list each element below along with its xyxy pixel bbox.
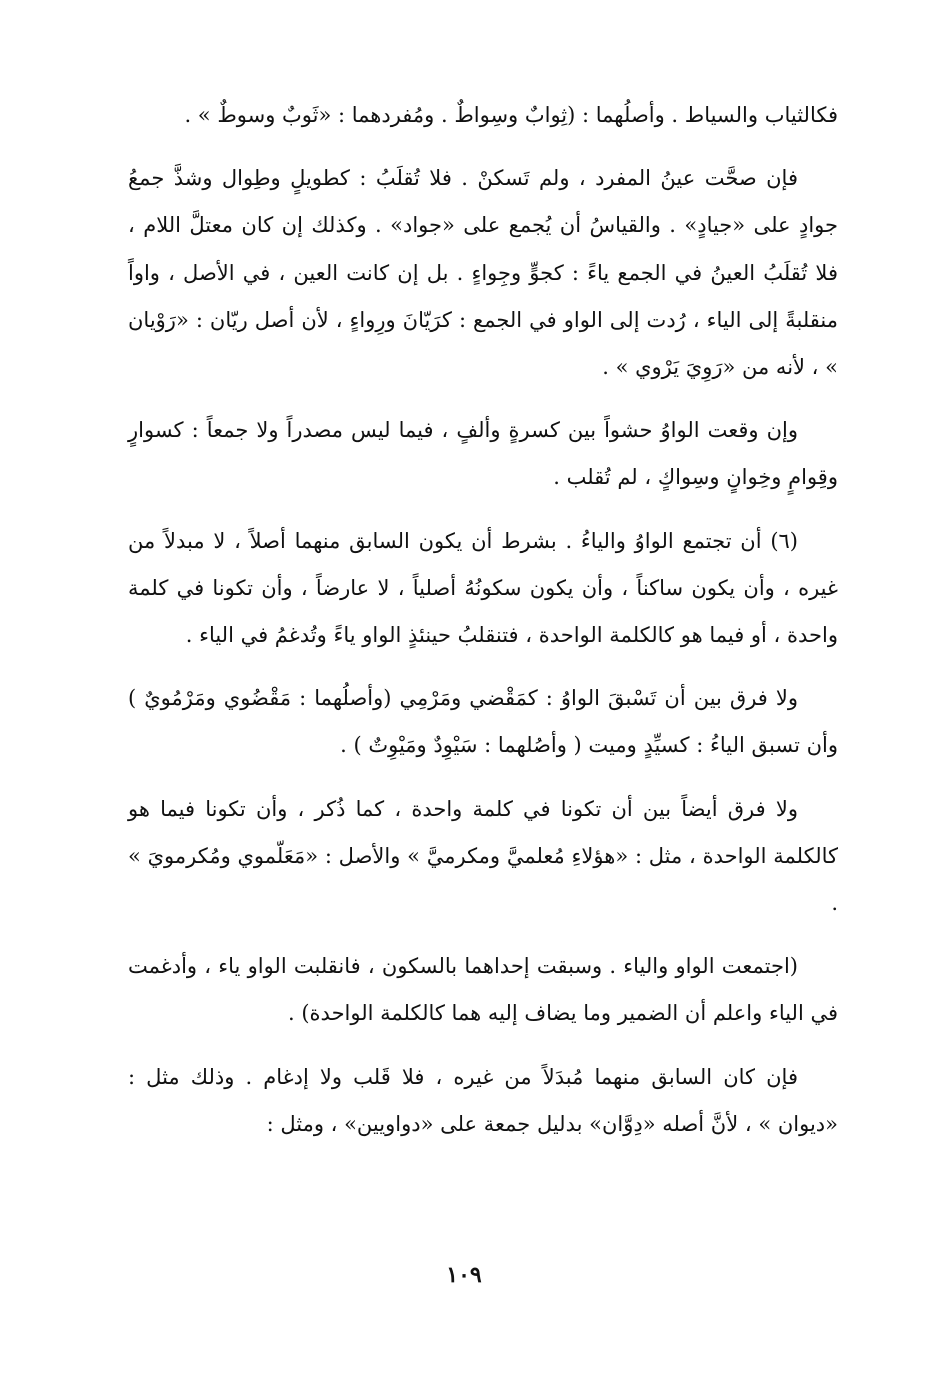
page-number: ١٠٩ xyxy=(446,1262,482,1288)
body-text xyxy=(128,92,838,1164)
paragraph: (اجتمعت الواو والياء . وسبقت إحداهما بالسكون ، فانقلبت الواو ياء ، وأدغمت في الياء واعلم أن الضمير وما يضاف إليه هما كالكلمة الواحدة) . xyxy=(128,954,838,1026)
paragraph: ولا فرق أيضاً بين أن تكونا في كلمة واحدة ، كما ذُكر ، وأن تكونا فيما هو كالكلمة الواحدة ، مثل : «هؤلاءِ مُعلميَّ ومكرميَّ » والأصل : «مَعَلّموي ومُكرمويَ » . xyxy=(128,796,838,916)
paragraph: ولا فرق بين أن تَسْبقَ الواوُ : كمَقْضي ومَرْمِي (وأصلُهما : مَقْضُوي ومَرْمُويٌ ) وأن تسبق الياءُ : كسيِّدٍ وميت ( وأصُلهما : سَيْوِدٌ ومَيْوِتٌ ) . xyxy=(128,686,838,758)
paragraph: فكالثياب والسياط . وأصلُهما : (ثِوابٌ وسِواطٌ . ومُفردهما : «ثَوبٌ وسوطٌ » . xyxy=(184,103,838,127)
paragraph: فإن صحَّت عينُ المفرد ، ولم تَسكنْ . فلا تُقلَبُ : كطويلٍ وطِوال وشذَّ جمعُ جوادٍ على «جيادٍ» . والقياسُ أن يُجمع على «جواد» . وكذلك إن كان معتلَّ اللام ، فلا تُقلَبُ العينُ في الجمع ياءً : كجوٍّ وجِواءٍ . بل إن كانت العين ، في الأصل ، واواً منقلبةً إلى الياء ، رُدت إلى الواو في الجمع : كرَيّانَ ورِواءٍ ، لأن أصل ريّان : «رَوْيان » ، لأنه من «رَوِيَ يَرْوي » . xyxy=(128,166,838,380)
paragraph: فإن كان السابق منهما مُبدَلاً من غيره ، فلا قَلب ولا إدغام . وذلك مثل : «ديوان » ، لأنَّ أصله «دِوَّان» بدليل جمعة على «دواويين» ، ومثل : xyxy=(128,1064,838,1136)
paragraph: (٦) أن تجتمع الواوُ والياءُ . بشرط أن يكون السابق منهما أصلاً ، لا مبدلاً من غيره ، وأن يكون ساكناً ، وأن يكون سكونُهُ أصلياً ، لا عارضاً ، وأن تكونا في كلمة واحدة ، أو فيما هو كالكلمة الواحدة ، فتنقلبُ حينئذٍ الواو ياءً وتُدغمُ في الياء . xyxy=(128,528,838,648)
paragraph: وإن وقعت الواوُ حشواً بين كسرةٍ وألفٍ ، فيما ليس مصدراً ولا جمعاً : كسوارٍ وقِوامٍ وخِوانٍ وسِواكٍ ، لم تُقلب . xyxy=(128,418,838,490)
